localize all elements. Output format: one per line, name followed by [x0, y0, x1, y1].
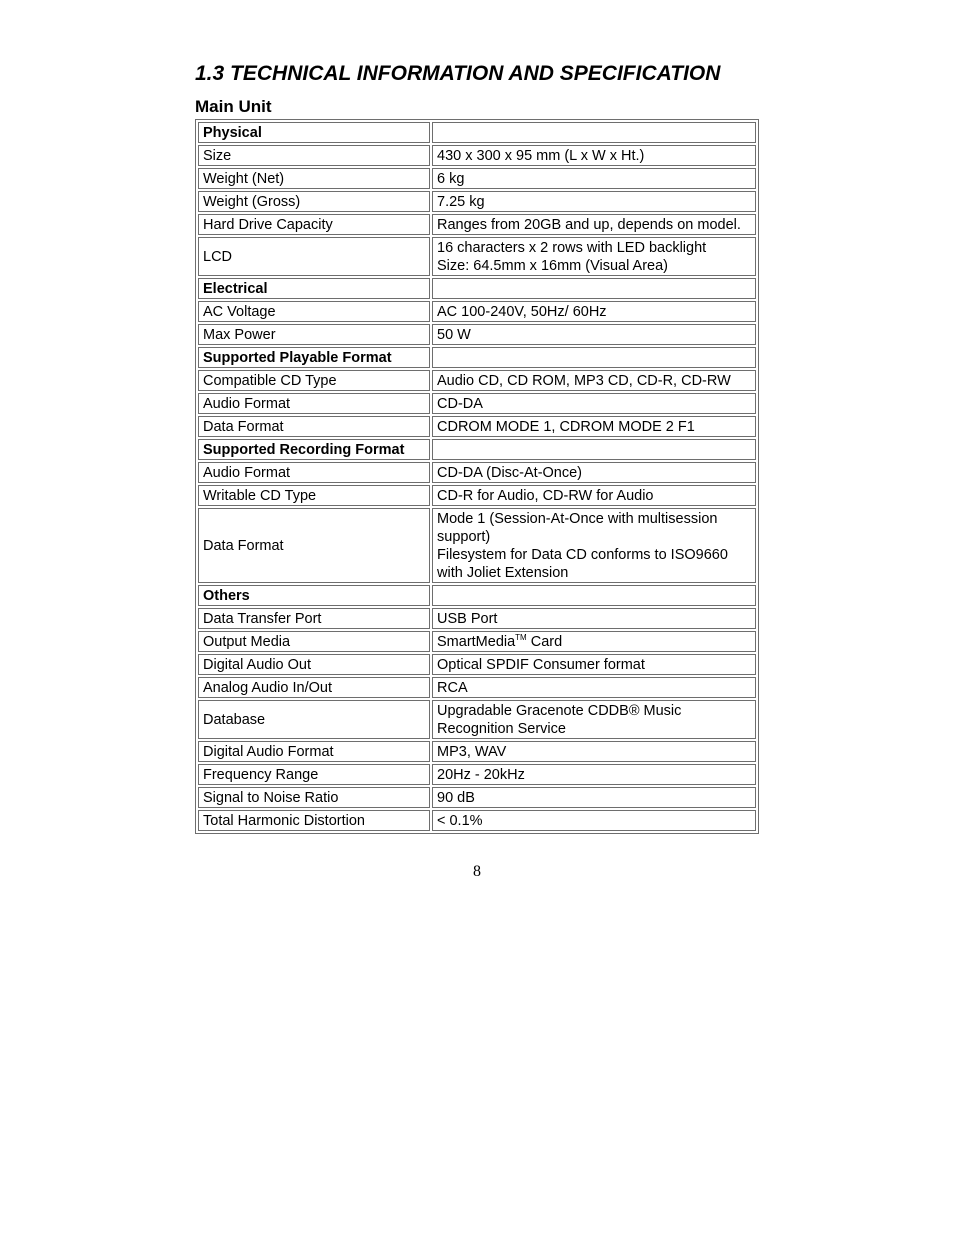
spec-row — [198, 416, 756, 437]
spec-label: Audio Format — [198, 393, 430, 414]
spec-section-row — [198, 439, 756, 460]
spec-section-row — [198, 585, 756, 606]
section-subtitle: Main Unit — [195, 97, 272, 116]
spec-value — [432, 631, 756, 652]
spec-value: CDROM MODE 1, CDROM MODE 2 F1 — [432, 416, 756, 437]
spec-row — [198, 677, 756, 698]
spec-label: AC Voltage — [198, 301, 430, 322]
spec-label: Output Media — [198, 631, 430, 652]
spec-value: USB Port — [432, 608, 756, 629]
spec-row — [198, 191, 756, 212]
spec-row — [198, 608, 756, 629]
spec-value: 7.25 kg — [432, 191, 756, 212]
spec-row — [198, 631, 756, 652]
spec-table-body — [198, 122, 756, 831]
spec-label: Total Harmonic Distortion — [198, 810, 430, 831]
spec-value: MP3, WAV — [432, 741, 756, 762]
spec-value: Audio CD, CD ROM, MP3 CD, CD-R, CD-RW — [432, 370, 756, 391]
spec-value: Optical SPDIF Consumer format — [432, 654, 756, 675]
spec-value: < 0.1% — [432, 810, 756, 831]
spec-label: Data Transfer Port — [198, 608, 430, 629]
spec-section-label: Physical — [198, 122, 430, 143]
spec-value: CD-R for Audio, CD-RW for Audio — [432, 485, 756, 506]
spec-row — [198, 214, 756, 235]
spec-row — [198, 324, 756, 345]
spec-value — [432, 347, 756, 368]
spec-row — [198, 810, 756, 831]
spec-label: Writable CD Type — [198, 485, 430, 506]
spec-value: AC 100-240V, 50Hz/ 60Hz — [432, 301, 756, 322]
spec-value — [432, 122, 756, 143]
spec-value: CD-DA — [432, 393, 756, 414]
spec-value: 90 dB — [432, 787, 756, 808]
spec-value: 6 kg — [432, 168, 756, 189]
spec-row — [198, 485, 756, 506]
spec-section-label: Electrical — [198, 278, 430, 299]
spec-row — [198, 168, 756, 189]
spec-section-label: Others — [198, 585, 430, 606]
spec-label: LCD — [198, 237, 430, 276]
spec-label: Digital Audio Out — [198, 654, 430, 675]
spec-label: Data Format — [198, 416, 430, 437]
spec-label: Frequency Range — [198, 764, 430, 785]
spec-value: 430 x 300 x 95 mm (L x W x Ht.) — [432, 145, 756, 166]
spec-row — [198, 393, 756, 414]
spec-value: Mode 1 (Session-At-Once with multisession support) Filesystem for Data CD conforms to ISO9660 with Joliet Extension — [432, 508, 756, 583]
spec-value: 50 W — [432, 324, 756, 345]
spec-section-row — [198, 122, 756, 143]
page-title: 1.3 TECHNICAL INFORMATION AND SPECIFICATION — [195, 62, 721, 85]
spec-label: Compatible CD Type — [198, 370, 430, 391]
spec-value: RCA — [432, 677, 756, 698]
spec-row — [198, 741, 756, 762]
spec-section-label: Supported Recording Format — [198, 439, 430, 460]
spec-label: Weight (Net) — [198, 168, 430, 189]
spec-row — [198, 654, 756, 675]
spec-label: Data Format — [198, 508, 430, 583]
spec-row — [198, 700, 756, 739]
spec-row — [198, 787, 756, 808]
spec-row — [198, 145, 756, 166]
spec-label: Database — [198, 700, 430, 739]
spec-section-row — [198, 347, 756, 368]
spec-row — [198, 764, 756, 785]
spec-section-row — [198, 278, 756, 299]
spec-label: Analog Audio In/Out — [198, 677, 430, 698]
trademark-superscript: TM — [515, 633, 527, 643]
spec-label: Size — [198, 145, 430, 166]
spec-value-text: SmartMedia — [437, 634, 516, 650]
spec-value: Upgradable Gracenote CDDB® Music Recognition Service — [432, 700, 756, 739]
spec-row — [198, 370, 756, 391]
spec-section-label: Supported Playable Format — [198, 347, 430, 368]
spec-label: Audio Format — [198, 462, 430, 483]
spec-row — [198, 462, 756, 483]
spec-label: Weight (Gross) — [198, 191, 430, 212]
spec-value — [432, 278, 756, 299]
page-number: 8 — [473, 863, 481, 880]
spec-row — [198, 508, 756, 583]
spec-value — [432, 439, 756, 460]
spec-table — [195, 119, 759, 834]
spec-value: Ranges from 20GB and up, depends on model. — [432, 214, 756, 235]
spec-value: CD-DA (Disc-At-Once) — [432, 462, 756, 483]
spec-label: Digital Audio Format — [198, 741, 430, 762]
spec-label: Max Power — [198, 324, 430, 345]
spec-value — [432, 585, 756, 606]
spec-value-suffix: Card — [526, 634, 563, 650]
spec-row — [198, 237, 756, 276]
spec-value: 16 characters x 2 rows with LED backlight Size: 64.5mm x 16mm (Visual Area) — [432, 237, 756, 276]
spec-label: Hard Drive Capacity — [198, 214, 430, 235]
spec-row — [198, 301, 756, 322]
spec-value: 20Hz - 20kHz — [432, 764, 756, 785]
spec-label: Signal to Noise Ratio — [198, 787, 430, 808]
